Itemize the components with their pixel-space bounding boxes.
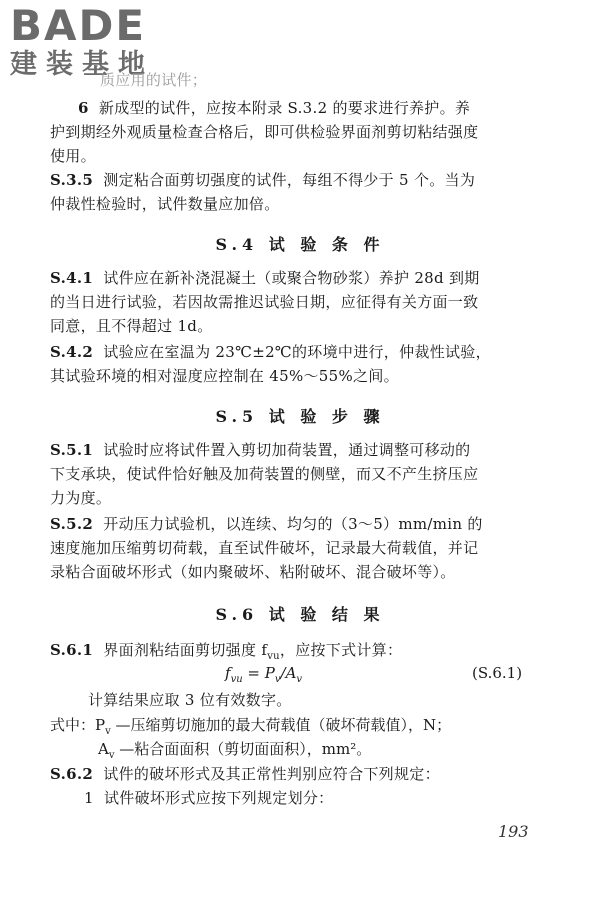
clause-s41-line-2: 的当日进行试验，若因故需推迟试验日期，应征得有关方面一致 xyxy=(50,293,479,311)
section-s5-title: S.5 试 验 步 骤 xyxy=(215,407,385,426)
logo-text-cn: 建装基地 xyxy=(10,49,154,80)
clause-s62-line-1: S.6.2 试件的破坏形式及其正常性判别应符合下列规定： xyxy=(50,765,440,783)
top-fragment: 质应用的试件； xyxy=(100,71,208,89)
item-6-line-2: 护到期经外观质量检查合格后，即可供检验界面剂剪切粘结强度 xyxy=(50,123,479,141)
item-6-line-3: 使用。 xyxy=(50,147,96,165)
equation-number: (S.6.1) xyxy=(472,664,523,682)
result-precision-note: 计算结果应取 3 位有效数字。 xyxy=(88,691,292,709)
clause-s51-line-2: 下支承块，使试件恰好触及加荷装置的侧壁，而又不产生挤压应 xyxy=(50,465,479,483)
bade-logo xyxy=(10,1,154,80)
clause-s35-line-2: 仲裁性检验时，试件数量应加倍。 xyxy=(50,195,280,213)
clause-s52-line-2: 速度施加压缩剪切荷载，直至试件破坏，记录最大荷载值，并记 xyxy=(50,539,479,557)
clause-s42-line-2: 其试验环境的相对湿度应控制在 45%～55%之间。 xyxy=(50,367,399,385)
clause-s42-line-1: S.4.2 试验应在室温为 23℃±2℃的环境中进行，仲裁性试验， xyxy=(50,343,491,361)
logo-text-en: BADE xyxy=(10,1,147,50)
clause-s51-line-3: 力为度。 xyxy=(50,489,112,507)
clause-s35-line-1: S.3.5 测定粘合面剪切强度的试件，每组不得少于 5 个。当为 xyxy=(50,171,476,189)
item-6-line-1: 6 新成型的试件，应按本附录 S.3.2 的要求进行养护。养 xyxy=(78,99,471,117)
page-number: 193 xyxy=(498,822,529,841)
clause-s41-line-1: S.4.1 试件应在新补浇混凝土（或聚合物砂浆）养护 28d 到期 xyxy=(50,269,480,287)
formula-s61: $f_{vu} = P_v/A_v$ xyxy=(225,664,303,685)
where-a-definition: $A_v$ —粘合面面积（剪切面面积），mm²。 xyxy=(98,740,372,761)
clause-s51-line-1: S.5.1 试验时应将试件置入剪切加荷装置，通过调整可移动的 xyxy=(50,441,471,459)
item-1-line-1: 1 试件破坏形式应按下列规定划分： xyxy=(84,789,334,807)
clause-s61-line-1: S.6.1 界面剂粘结面剪切强度 $f_{vu}$，应按下式计算： xyxy=(50,641,403,662)
clause-s41-line-3: 同意，且不得超过 1d。 xyxy=(50,317,213,335)
where-p-definition: 式中：$P_v$ —压缩剪切施加的最大荷载值（破坏荷载值），N； xyxy=(50,716,452,737)
section-s4-title: S.4 试 验 条 件 xyxy=(215,235,385,254)
clause-s52-line-3: 录粘合面破坏形式（如内聚破坏、粘附破坏、混合破坏等）。 xyxy=(50,563,456,581)
section-s6-title: S.6 试 验 结 果 xyxy=(215,605,385,624)
clause-s52-line-1: S.5.2 开动压力试验机，以连续、均匀的（3～5）mm/min 的 xyxy=(50,515,483,533)
